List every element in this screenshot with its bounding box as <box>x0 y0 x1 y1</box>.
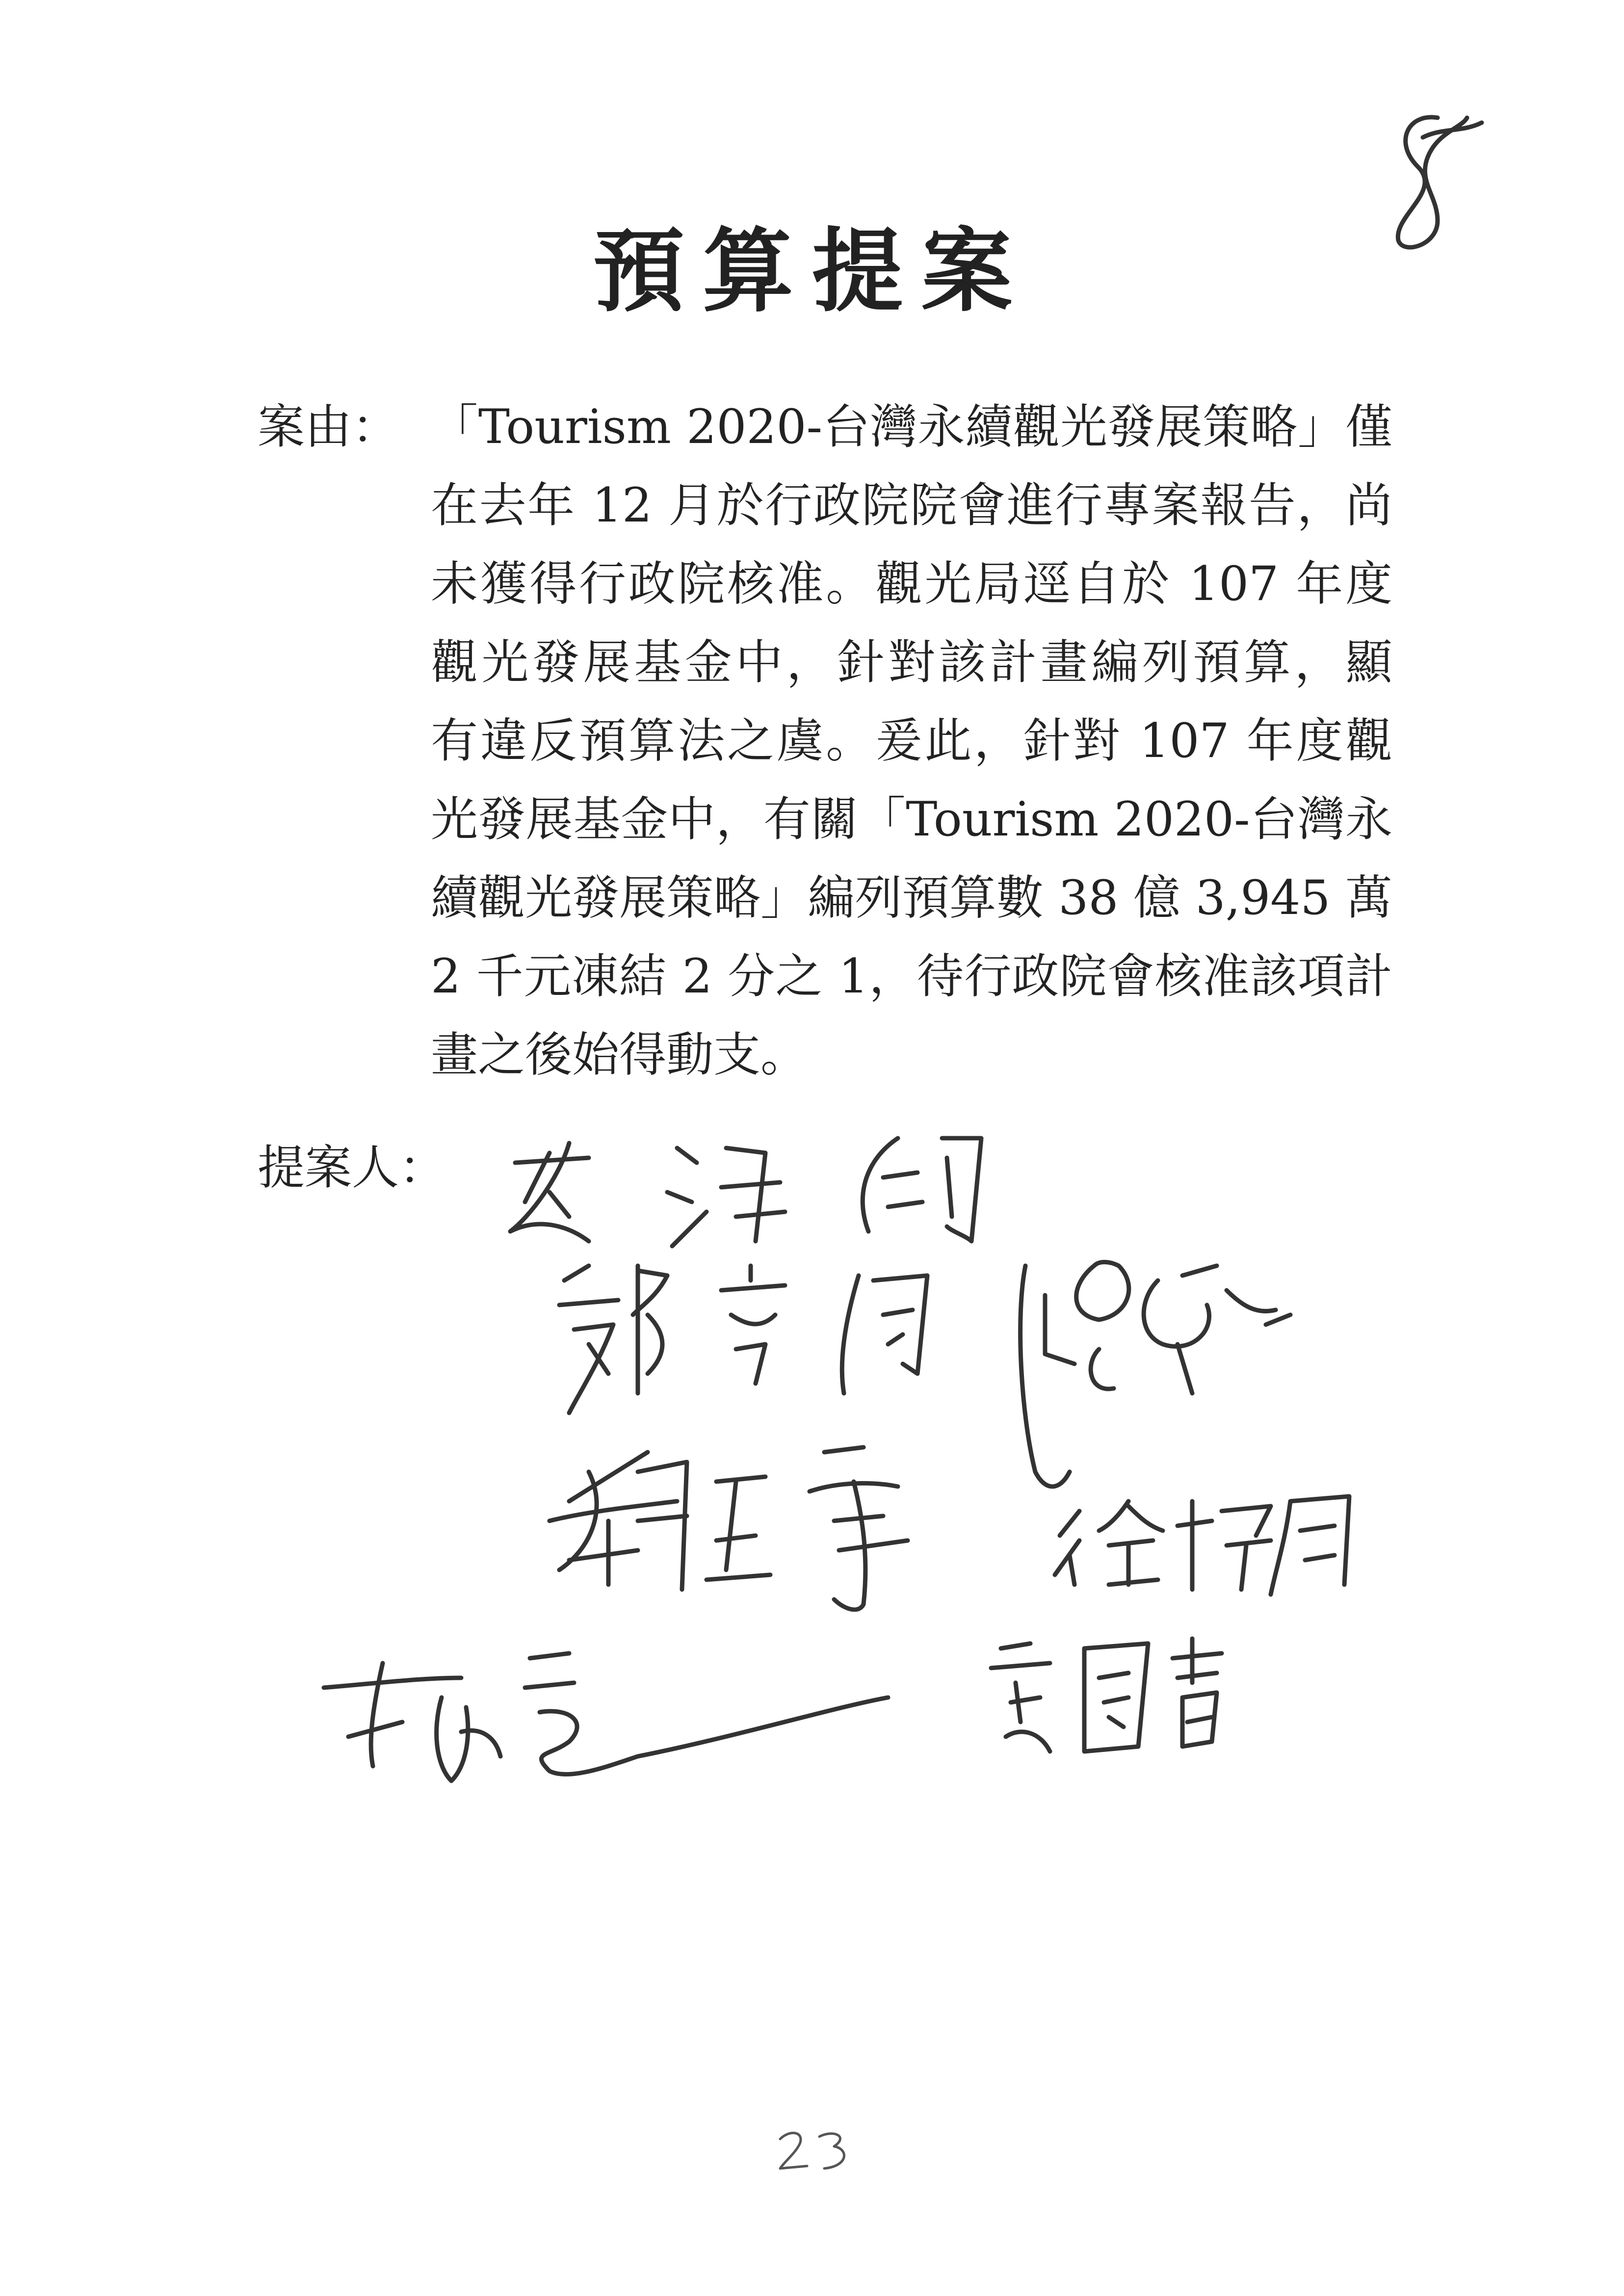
handwritten-signature <box>550 1447 908 1610</box>
reason-line: 畫之後始得動支。 <box>431 1027 808 1082</box>
handwritten-signature <box>559 1266 927 1413</box>
handwritten-signature <box>510 1138 981 1246</box>
proposer-label: 提案人： <box>258 1140 446 1195</box>
reason-label: 案由： <box>258 399 399 454</box>
reason-line: 「Tourism 2020-台灣永續觀光發展策略」僅 <box>431 399 1392 454</box>
handwritten-signature <box>1055 1496 1349 1594</box>
reason-line: 未獲得行政院核准。觀光局逕自於 107 年度 <box>431 556 1392 611</box>
signatures-area <box>294 1119 1423 1854</box>
reason-line: 在去年 12 月於行政院院會進行專案報告，尚 <box>431 478 1392 533</box>
reason-line: 光發展基金中，有關「Tourism 2020-台灣永 <box>431 792 1392 847</box>
handwritten-signature <box>991 1639 1222 1751</box>
reason-line: 2 千元凍結 2 分之 1，待行政院會核准該項計 <box>431 949 1392 1004</box>
handwritten-footer-page-number <box>765 2119 864 2178</box>
reason-line: 觀光發展基金中，針對該計畫編列預算，顯 <box>431 635 1392 690</box>
reason-line: 續觀光發展策略」編列預算數 38 億 3,945 萬 <box>431 870 1392 925</box>
handwritten-signature <box>324 1653 888 1781</box>
page-title: 預算提案 <box>593 217 1031 324</box>
handwritten-signature <box>1021 1262 1290 1487</box>
reason-line: 有違反預算法之虞。爰此，針對 107 年度觀 <box>431 713 1392 768</box>
reason-body <box>431 388 1392 1094</box>
